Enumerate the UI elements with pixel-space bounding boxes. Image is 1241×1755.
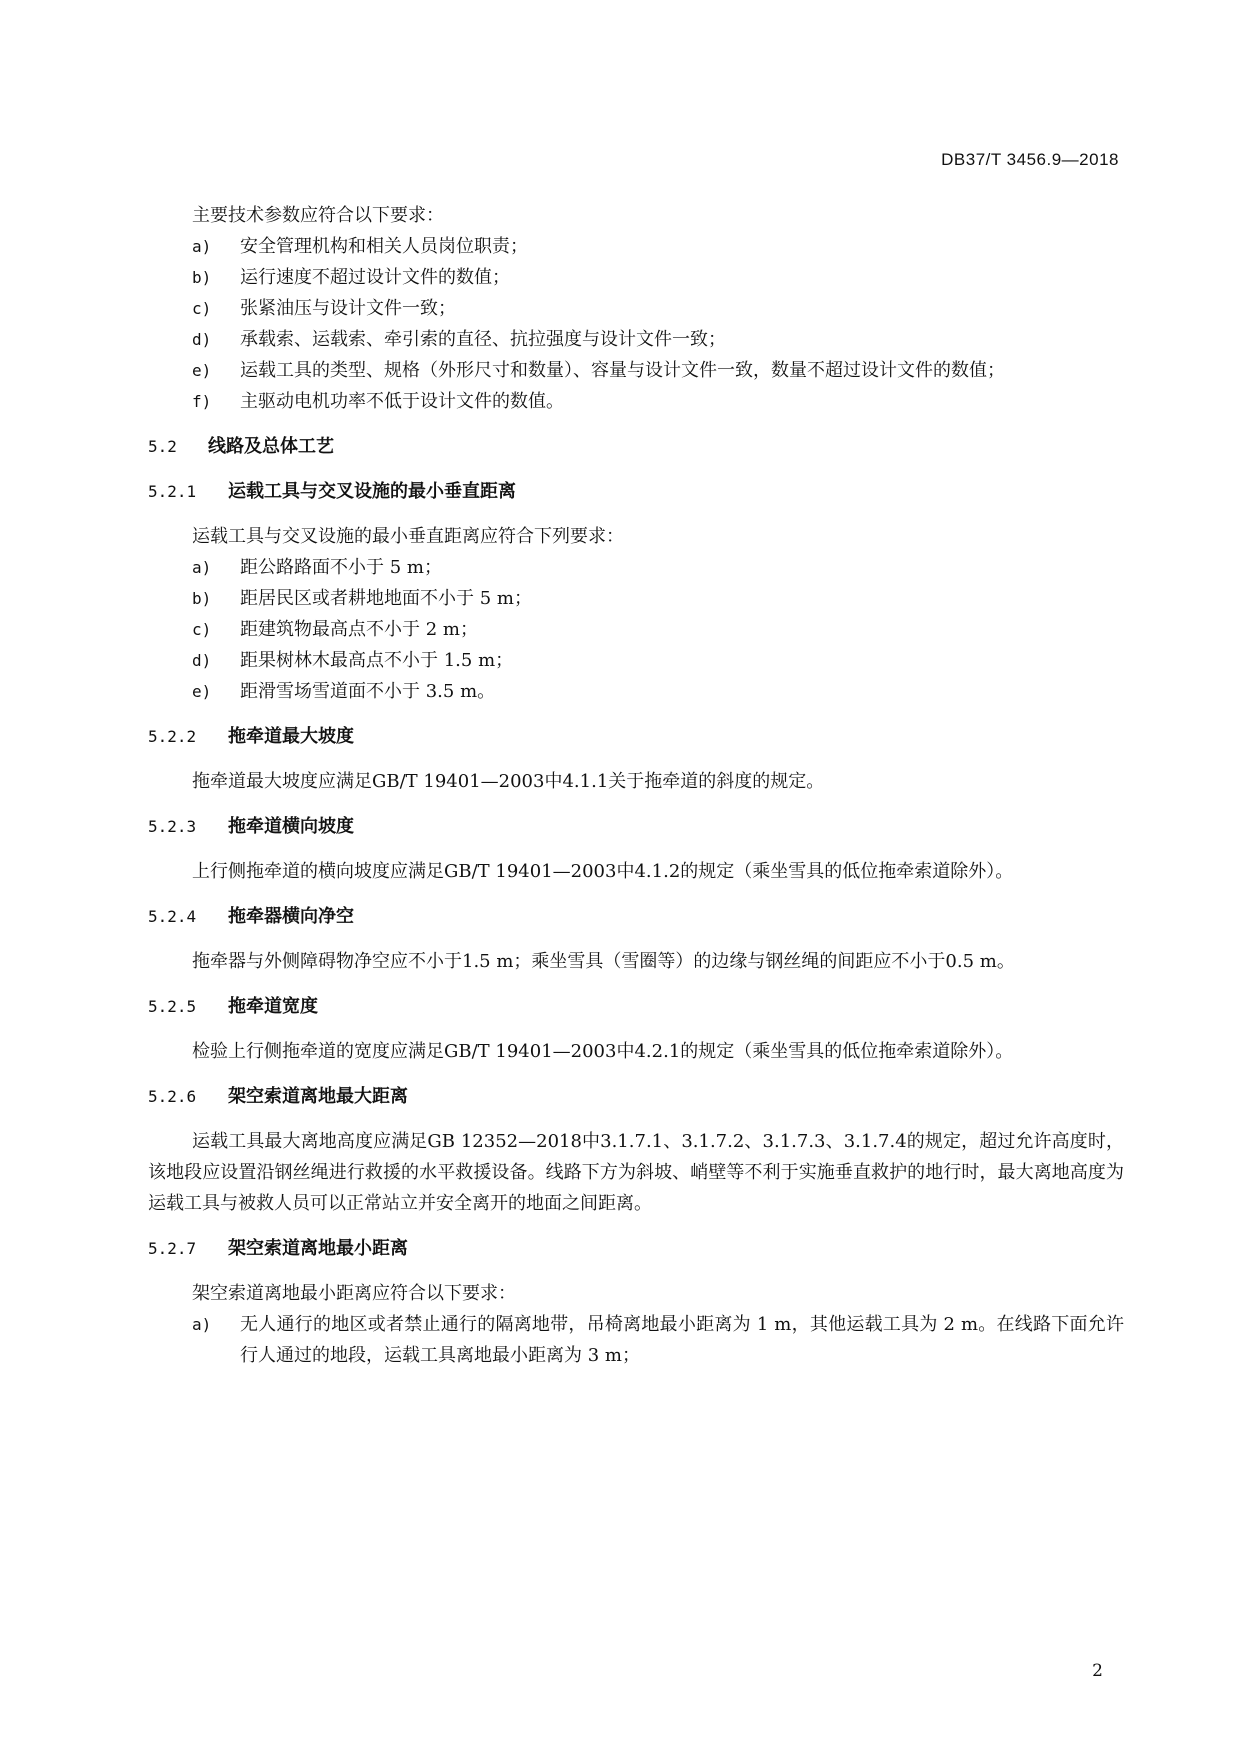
intro-lead: 主要技术参数应符合以下要求：	[192, 205, 444, 226]
section-number: 5.2	[148, 437, 177, 456]
list-mark: a)	[192, 1315, 212, 1334]
section-body: 上行侧拖牵道的横向坡度应满足GB/T 19401—2003中4.1.2的规定（乘坐雪具的低位拖牵索道除外）。	[192, 861, 1014, 882]
list-text: 距果树林木最高点不小于 1.5 m；	[240, 650, 514, 671]
list-mark: f)	[192, 392, 212, 411]
section-title: 拖牵道横向坡度	[228, 816, 354, 837]
section-body: 运载工具最大离地高度应满足GB 12352—2018中3.1.7.1、3.1.7.2、3.1.7.3、3.1.7.4的规定，超过允许高度时，该地段应设置沿钢丝绳进行救援的水平救援设备。线路下方为斜坡、峭壁等不利于实施垂直救护的地行时，最大离地高度为运载工具与被救人员可以正常站立并安全离开的地面之间距离。	[148, 1131, 1124, 1214]
section-lead: 架空索道离地最小距离应符合以下要求：	[192, 1283, 516, 1304]
min-distance-list	[148, 1309, 1124, 1371]
list-mark: e)	[192, 682, 212, 701]
section-body: 拖牵器与外侧障碍物净空应不小于1.5 m；乘坐雪具（雪圈等）的边缘与钢丝绳的间距应不小于0.5 m。	[192, 951, 1015, 972]
list-text: 主驱动电机功率不低于设计文件的数值。	[240, 391, 564, 412]
section-title: 线路及总体工艺	[208, 436, 334, 457]
clearance-list	[148, 552, 1124, 707]
list-item	[148, 676, 1124, 707]
list-item	[148, 262, 1124, 293]
section-heading-5-2-4	[148, 901, 1124, 932]
section-heading-5-2-1	[148, 476, 1124, 507]
list-item	[148, 293, 1124, 324]
list-item	[148, 1309, 1124, 1371]
list-item	[148, 386, 1124, 417]
list-text: 距居民区或者耕地地面不小于 5 m；	[240, 588, 532, 609]
list-mark: e)	[192, 361, 212, 380]
standard-code: DB37/T 3456.9—2018	[941, 150, 1119, 169]
list-text: 无人通行的地区或者禁止通行的隔离地带，吊椅离地最小距离为 1 m，其他运载工具为 2 m。在线路下面允许行人通过的地段，运载工具离地最小距离为 3 m；	[240, 1314, 1124, 1366]
section-number: 5.2.1	[148, 482, 197, 501]
section-number: 5.2.3	[148, 817, 197, 836]
section-heading-5-2-2	[148, 721, 1124, 752]
section-title: 拖牵器横向净空	[228, 906, 354, 927]
list-text: 安全管理机构和相关人员岗位职责；	[240, 236, 528, 257]
section-heading-5-2-5	[148, 991, 1124, 1022]
list-text: 距滑雪场雪道面不小于 3.5 m。	[240, 681, 496, 702]
section-number: 5.2.7	[148, 1239, 197, 1258]
section-title: 架空索道离地最小距离	[228, 1238, 408, 1259]
section-number: 5.2.4	[148, 907, 197, 926]
intro-list	[148, 231, 1124, 417]
list-item	[148, 231, 1124, 262]
list-mark: c)	[192, 299, 212, 318]
list-text: 张紧油压与设计文件一致；	[240, 298, 456, 319]
section-body: 检验上行侧拖牵道的宽度应满足GB/T 19401—2003中4.2.1的规定（乘坐雪具的低位拖牵索道除外）。	[192, 1041, 1014, 1062]
list-text: 运载工具的类型、规格（外形尺寸和数量）、容量与设计文件一致，数量不超过设计文件的数值；	[240, 360, 1005, 381]
section-heading-5-2-6	[148, 1081, 1124, 1112]
list-mark: d)	[192, 651, 212, 670]
section-title: 拖牵道宽度	[228, 996, 318, 1017]
section-number: 5.2.2	[148, 727, 197, 746]
list-text: 运行速度不超过设计文件的数值；	[240, 267, 510, 288]
list-mark: b)	[192, 589, 212, 608]
list-item	[148, 324, 1124, 355]
list-mark: a)	[192, 237, 212, 256]
list-text: 距公路路面不小于 5 m；	[240, 557, 442, 578]
list-item	[148, 355, 1124, 386]
list-mark: d)	[192, 330, 212, 349]
list-mark: c)	[192, 620, 212, 639]
section-body: 拖牵道最大坡度应满足GB/T 19401—2003中4.1.1关于拖牵道的斜度的规定。	[192, 771, 825, 792]
list-text: 距建筑物最高点不小于 2 m；	[240, 619, 478, 640]
section-heading-5-2	[148, 431, 1124, 462]
list-item	[148, 583, 1124, 614]
list-mark: b)	[192, 268, 212, 287]
section-number: 5.2.6	[148, 1087, 197, 1106]
page-number: 2	[1092, 1661, 1103, 1681]
section-heading-5-2-7	[148, 1233, 1124, 1264]
list-mark: a)	[192, 558, 212, 577]
list-text: 承载索、运载索、牵引索的直径、抗拉强度与设计文件一致；	[240, 329, 726, 350]
section-title: 运载工具与交叉设施的最小垂直距离	[228, 481, 516, 502]
list-item	[148, 614, 1124, 645]
document-body	[148, 200, 1124, 1371]
list-item	[148, 645, 1124, 676]
section-title: 架空索道离地最大距离	[228, 1086, 408, 1107]
section-heading-5-2-3	[148, 811, 1124, 842]
section-title: 拖牵道最大坡度	[228, 726, 354, 747]
section-number: 5.2.5	[148, 997, 197, 1016]
list-item	[148, 552, 1124, 583]
section-lead: 运载工具与交叉设施的最小垂直距离应符合下列要求：	[192, 526, 624, 547]
